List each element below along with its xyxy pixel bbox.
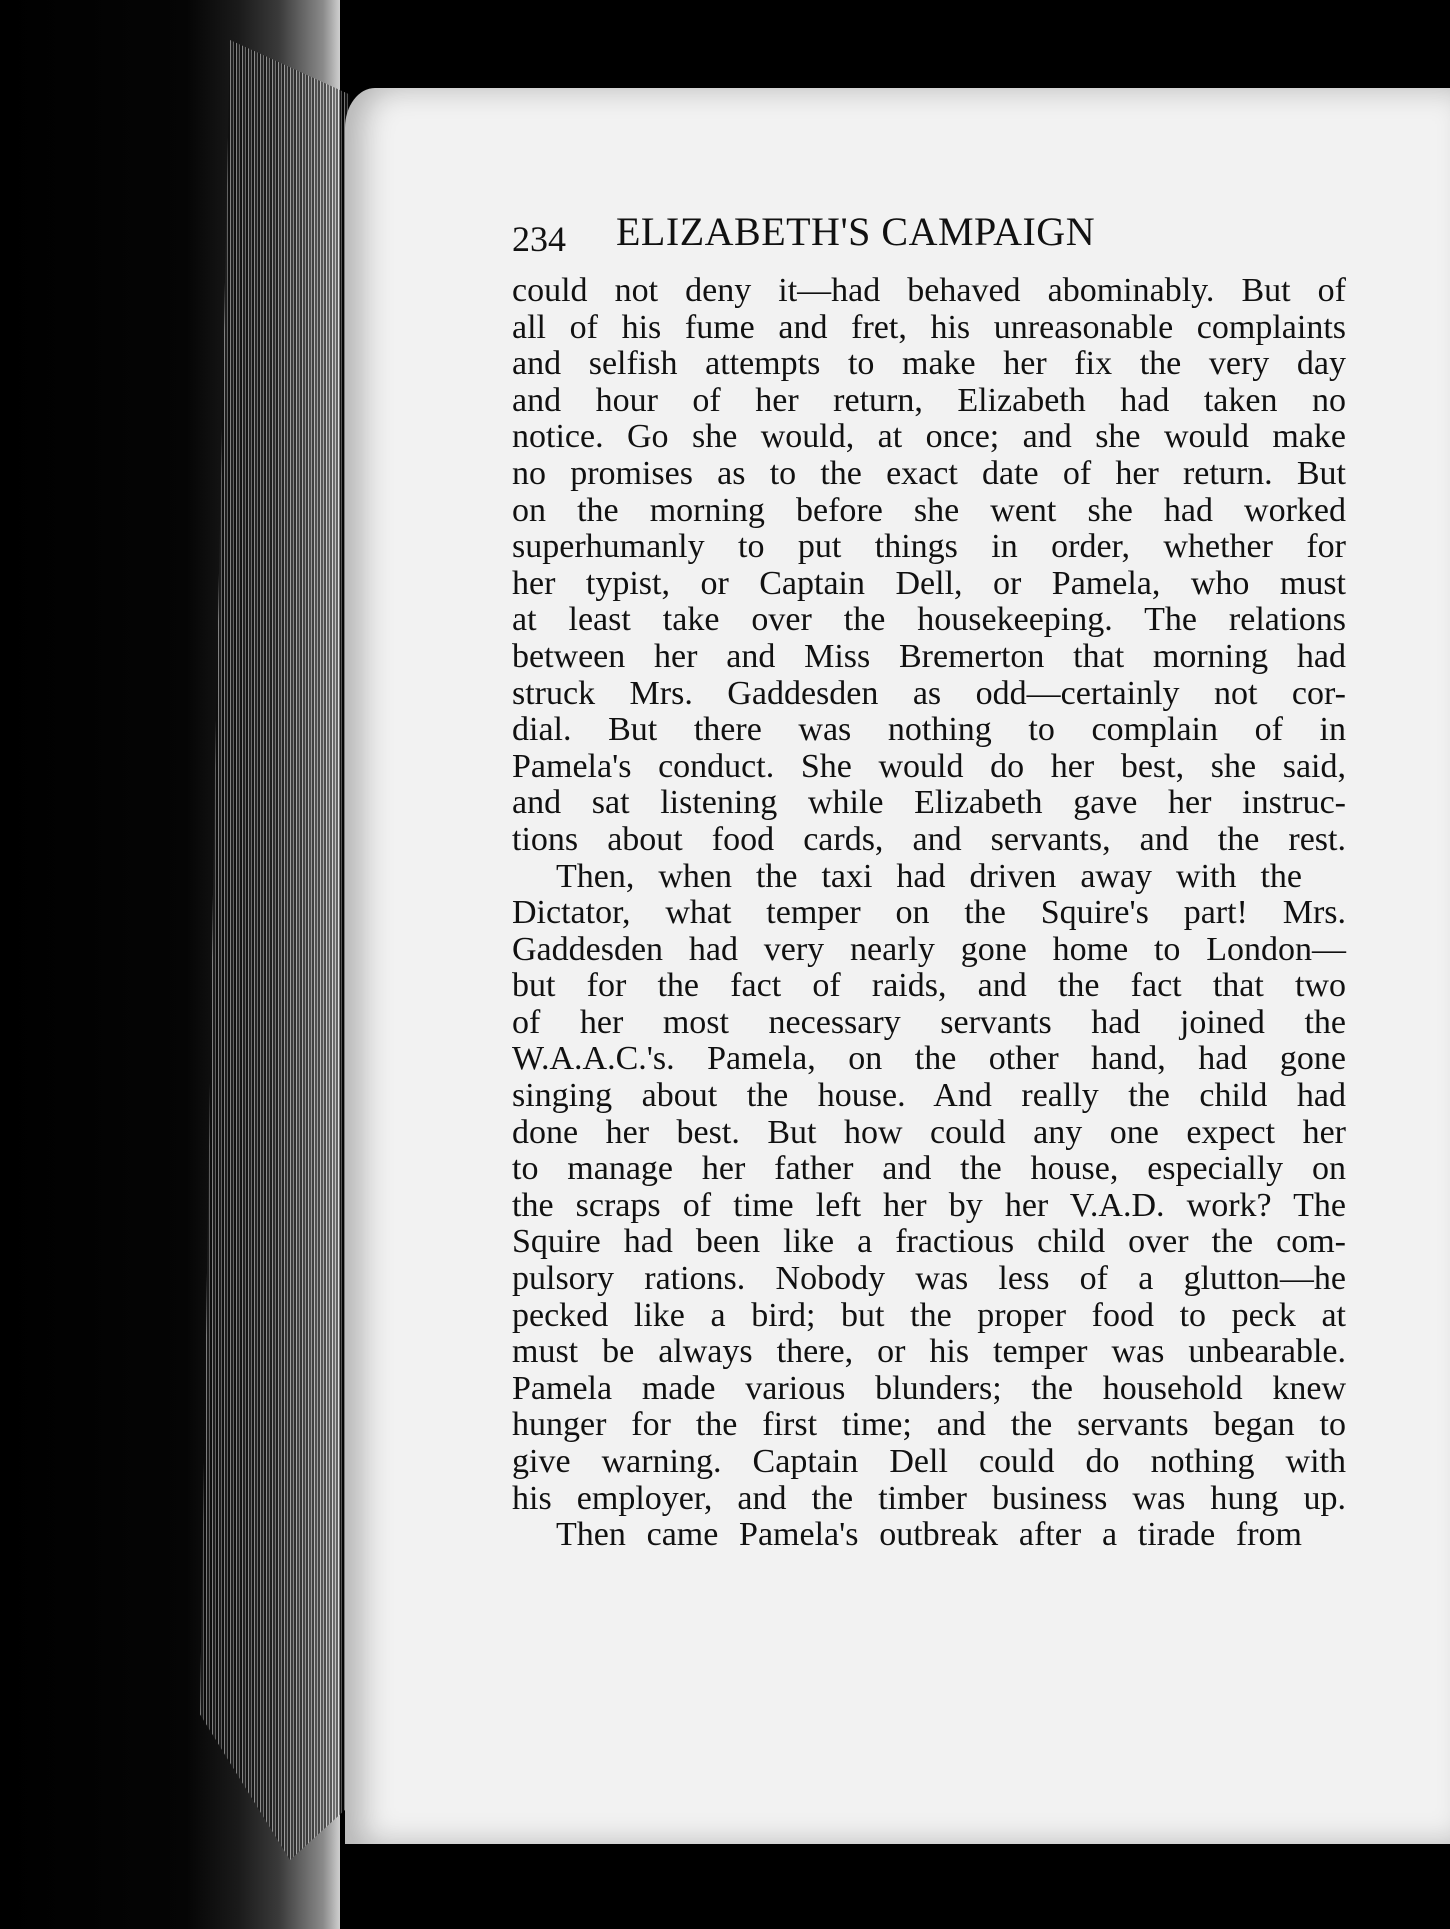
text-line: and selfish attempts to make her fix the very day [512,345,1346,383]
text-line: give warning. Captain Dell could do nothing with [512,1443,1346,1480]
text-line: Dictator, what temper on the Squire's part! Mrs. [512,894,1346,932]
text-line: could not deny it—had behaved abominably. But of [512,272,1346,309]
body-text [512,273,1346,1554]
text-line: between her and Miss Bremerton that morning had [512,637,1346,675]
text-line: pecked like a bird; but the proper food to peck at [512,1296,1346,1334]
text-line: and sat listening while Elizabeth gave her instruc- [512,784,1346,822]
text-line: and hour of her return, Elizabeth had taken no [512,381,1346,419]
text-line-paragraph-start: Then came Pamela's outbreak after a tirade from [556,1516,1302,1554]
text-line: Pamela made various blunders; the household knew [512,1369,1346,1407]
text-line: to manage her father and the house, especially on [512,1150,1346,1188]
text-line: dial. But there was nothing to complain of in [512,711,1346,749]
page-number: 234 [512,219,566,259]
text-line: Squire had been like a fractious child over the com- [512,1223,1346,1261]
text-line: Gaddesden had very nearly gone home to London— [512,930,1346,968]
text-line: but for the fact of raids, and the fact that two [512,967,1346,1005]
text-line: tions about food cards, and servants, and the rest. [512,820,1346,858]
text-line: Pamela's conduct. She would do her best, she said, [512,747,1346,785]
running-head [512,208,1212,264]
text-line: hunger for the first time; and the servants began to [512,1406,1346,1444]
text-line: his employer, and the timber business was hung up. [512,1479,1346,1517]
book-title: ELIZABETH'S CAMPAIGN [616,209,1096,254]
text-line: notice. Go she would, at once; and she would make [512,418,1346,456]
text-line: must be always there, or his temper was unbearable. [512,1333,1346,1371]
text-line: all of his fume and fret, his unreasonable complaints [512,308,1346,346]
text-line: singing about the house. And really the child had [512,1077,1346,1115]
text-line: pulsory rations. Nobody was less of a glutton—he [512,1260,1346,1298]
text-line: superhumanly to put things in order, whether for [512,528,1346,566]
text-line: done her best. But how could any one expect her [512,1113,1346,1151]
text-line: on the morning before she went she had worked [512,491,1346,529]
text-line-paragraph-start: Then, when the taxi had driven away with the [556,857,1302,895]
text-line: the scraps of time left her by her V.A.D. work? The [512,1186,1346,1224]
text-line: of her most necessary servants had joined the [512,1003,1346,1041]
text-line: W.A.A.C.'s. Pamela, on the other hand, had gone [512,1040,1346,1078]
text-line: her typist, or Captain Dell, or Pamela, who must [512,564,1346,602]
text-line: at least take over the housekeeping. The relations [512,601,1346,639]
text-line: no promises as to the exact date of her return. But [512,454,1346,492]
text-line: struck Mrs. Gaddesden as odd—certainly not cor- [512,674,1346,712]
